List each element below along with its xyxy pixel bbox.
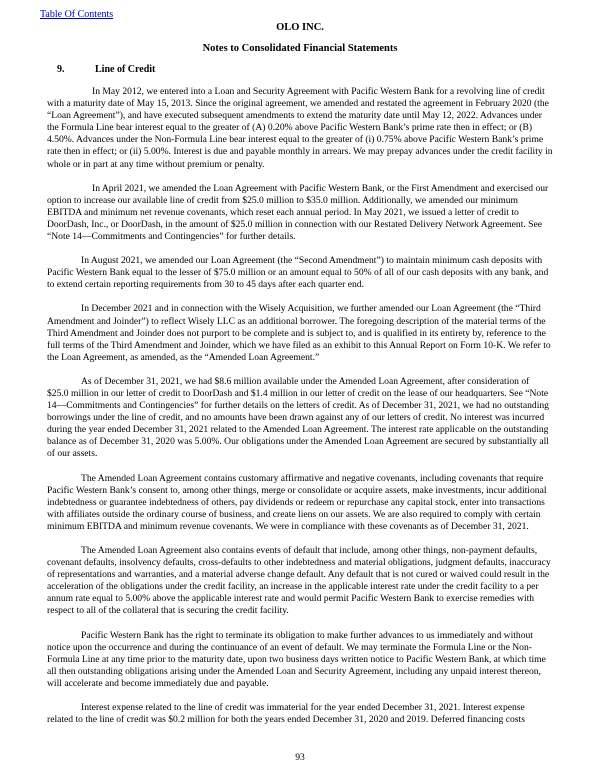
paragraph-availability: As of December 31, 2021, we had $8.6 million available under the Amended Loan Agreement, after consideration of $25.0 million in our letter of credit to DoorDash and $1.4 million in our letter of credit on the lease of our headquarters. See “Note 14—Commitments and Contingencies” for further details on the letters of credit. As of December 31, 2021, we had no outstanding borrowings under the line of credit, and no amounts have been drawn against any of our letters of credit. No interest was incurred during the year ended December 31, 2021 related to the Amended Loan Agreement. The interest rate applicable on the outstanding balance as of December 31, 2020 was 5.00%. Our obligations under the Amended Loan Agreement are secured by substantially all of our assets. (47, 375, 549, 460)
company-name: OLO INC. (276, 22, 324, 33)
section-title: Line of Credit (95, 64, 156, 75)
paragraph-covenants: The Amended Loan Agreement contains customary affirmative and negative covenants, including covenants that require Pacific Western Bank’s consent to, among other things, merge or consolidate or acquire assets, make investments, incur additional indebtedness or guarantee indebtedness of others, pay dividends or redeem or repurchase any capital stock, enter into transactions with affiliates outside the ordinary course of business, and create liens on our assets. We are also required to comply with certain minimum EBITDA and minimum revenue covenants. We were in compliance with these covenants as of December 31, 2021. (47, 472, 547, 532)
paragraph-second-amendment: In August 2021, we amended our Loan Agreement (the “Second Amendment”) to maintain minimum cash deposits with Pacific Western Bank equal to the lesser of $75.0 million or an amount equal to 50% of all of our cash deposits with any bank, and to extend certain reporting requirements from 30 to 45 days after each quarter end. (47, 255, 549, 291)
paragraph-events-of-default: The Amended Loan Agreement also contains events of default that include, among other things, non-payment defaults, covenant defaults, insolvency defaults, cross-defaults to other indebtedness and material obligations, judgment defaults, inaccuracy of representations and warranties, and a material adverse change default. Any default that is not cured or waived could result in the acceleration of the obligations under the credit facility, an increase in the applicable interest rate under the credit facility to a per annum rate equal to 5.00% above the applicable interest rate and would permit Pacific Western Bank to exercise remedies with respect to all of the collateral that is securing the credit facility. (47, 545, 551, 617)
page-number: 93 (295, 752, 305, 763)
document-title: Notes to Consolidated Financial Statements (202, 43, 398, 54)
paragraph-interest-expense: Interest expense related to the line of credit was immaterial for the year ended December 31, 2021. Interest expense related to the line of credit was $0.2 million for both the years ended December 31, 2020 and 2019. Deferred financing costs (47, 702, 525, 726)
section-number: 9. (57, 64, 65, 75)
table-of-contents-link[interactable]: Table Of Contents (40, 9, 114, 20)
paragraph-first-amendment: In April 2021, we amended the Loan Agreement with Pacific Western Bank, or the First Amendment and exercised our option to increase our available line of credit from $25.0 million to $35.0 million. Additionally, we amended our minimum EBITDA and minimum net revenue covenants, which reset each annual period. In May 2021, we issued a letter of credit to DoorDash, Inc., or DoorDash, in the amount of $25.0 million in connection with our Restated Delivery Network Agreement. See “Note 14—Commitments and Contingencies” for further details. (47, 182, 549, 243)
paragraph-loan-agreement-origin: In May 2012, we entered into a Loan and Security Agreement with Pacific Western Bank for a revolving line of credit with a maturity date of May 15, 2013. Since the original agreement, we amended and restated the agreement in February 2020 (the “Loan Agreement”), and have executed subsequent amendments to extend the maturity date until May 12, 2022. Advances under the Formula Line bear interest equal to the greater of (A) 0.20% above Pacific Western Bank’s prime rate then in effect; or (B) 4.50%. Advances under the Non-Formula Line bear interest equal to the greater of (i) 0.75% above Pacific Western Bank’s prime rate then in effect; or (ii) 5.00%. Interest is due and payable monthly in arrears. We may prepay advances under the credit facility in whole or in part at any time without premium or penalty. (47, 86, 553, 170)
paragraph-termination-rights: Pacific Western Bank has the right to terminate its obligation to make further advances to us immediately and without notice upon the occurrence and during the continuance of an event of default. We may terminate the Formula Line or the Non-Formula Line at any time prior to the maturity date, upon two business days written notice to Pacific Western Bank, at which time all then outstanding obligations arising under the Amended Loan and Security Agreement, including any unpaid interest thereon, will accelerate and become immediately due and payable. (47, 629, 546, 689)
document-body (47, 74, 553, 726)
paragraph-third-amendment: In December 2021 and in connection with the Wisely Acquisition, we further amended our Loan Agreement (the “Third Amendment and Joinder”) to reflect Wisely LLC as an additional borrower. The foregoing description of the material terms of the Third Amendment and Joinder does not purport to be complete and is subject to, and is qualified in its entirety by, reference to the full terms of the Third Amendment and Joinder, which we have filed as an exhibit to this Annual Report on Form 10-K. We refer to the Loan Agreement, as amended, as the “Amended Loan Agreement.” (47, 303, 551, 363)
